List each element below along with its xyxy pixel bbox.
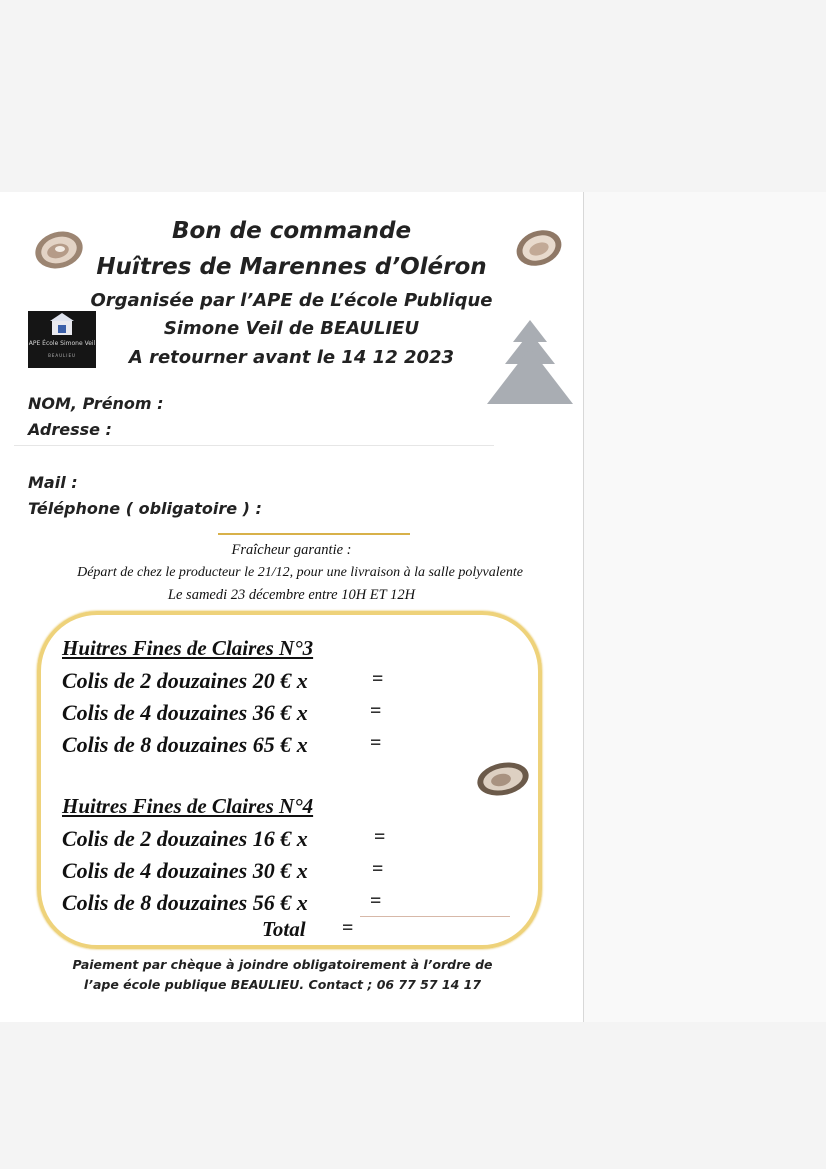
payment-text-line-2: l’ape école publique BEAULIEU. Contact ; 06 77 57 14 17 <box>83 977 482 992</box>
deadline-text: A retourner avant le 14 12 2023 <box>128 347 455 368</box>
organizer-line-1: Organisée par l’APE de L’école Publique <box>90 290 493 311</box>
total-equals: = <box>342 917 354 939</box>
equals-sign: = <box>370 700 382 722</box>
order-row: Colis de 8 douzaines 56 € x <box>62 890 308 915</box>
equals-sign: = <box>370 890 382 912</box>
logo-text: APE École Simone Veil <box>28 340 96 347</box>
organizer-line-2: Simone Veil de BEAULIEU <box>163 318 420 339</box>
freshness-text: Fraîcheur garantie : <box>231 542 352 558</box>
total-divider <box>360 916 510 917</box>
delivery-text: Départ de chez le producteur le 21/12, pour une livraison à la salle polyvalente <box>77 565 523 580</box>
mail-field-label: Mail : <box>28 473 78 492</box>
oyster-icon <box>474 758 532 800</box>
oyster-icon <box>32 228 86 272</box>
equals-sign: = <box>374 826 386 848</box>
order-form-sheet <box>0 192 584 1022</box>
order-row: Colis de 4 douzaines 36 € x <box>62 700 308 725</box>
gold-divider <box>218 533 410 535</box>
address-field-label: Adresse : <box>28 420 112 439</box>
equals-sign: = <box>370 732 382 754</box>
delivery-date-text: Le samedi 23 décembre entre 10H ET 12H <box>167 587 416 603</box>
form-title: Bon de commande <box>171 218 412 244</box>
section-heading-n4: Huitres Fines de Claires N°4 <box>62 794 314 818</box>
phone-field-label: Téléphone ( obligatoire ) : <box>28 499 262 518</box>
order-row: Colis de 2 douzaines 16 € x <box>62 826 308 851</box>
equals-sign: = <box>372 668 384 690</box>
name-field-label: NOM, Prénom : <box>28 394 164 413</box>
form-subtitle: Huîtres de Marennes d’Oléron <box>96 254 487 280</box>
total-label: Total <box>262 917 306 941</box>
school-icon <box>52 321 72 335</box>
payment-text-line-1: Paiement par chèque à joindre obligatoirement à l’ordre de <box>72 957 493 972</box>
equals-sign: = <box>372 858 384 880</box>
divider <box>14 445 494 446</box>
christmas-tree-icon <box>485 320 575 406</box>
section-heading-n3: Huitres Fines de Claires N°3 <box>62 636 314 660</box>
scan-blank-area <box>583 192 826 1022</box>
oyster-icon <box>513 226 565 270</box>
order-row: Colis de 2 douzaines 20 € x <box>62 668 308 693</box>
order-row: Colis de 8 douzaines 65 € x <box>62 732 308 757</box>
ape-logo <box>28 311 96 368</box>
logo-subtext: BEAULIEU <box>48 353 76 358</box>
order-row: Colis de 4 douzaines 30 € x <box>62 858 308 883</box>
